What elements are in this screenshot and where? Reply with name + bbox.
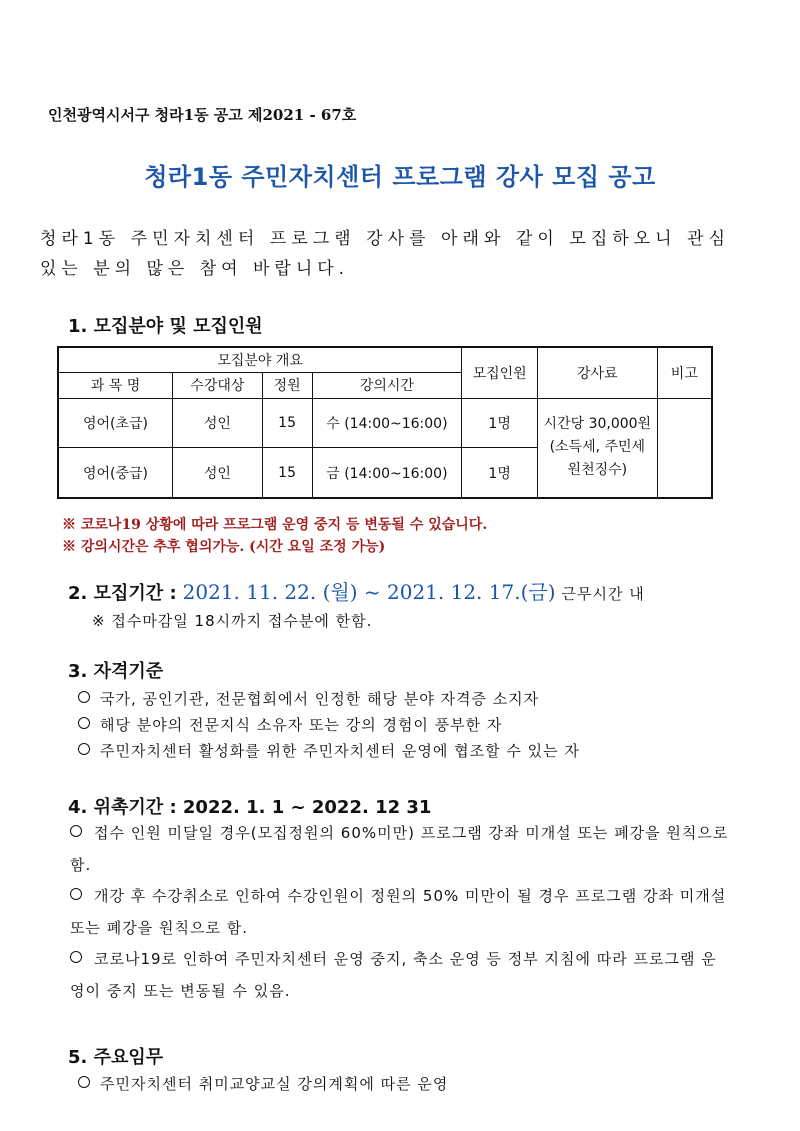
remarks-cell [657, 398, 712, 498]
list-item [70, 943, 730, 1007]
list-item [70, 880, 730, 944]
fee-line: 시간당 30,000원 [543, 416, 652, 433]
fee-line: 원천징수) [567, 462, 628, 479]
list-item [78, 714, 502, 735]
schedule-note: ※ 강의시간은 추후 협의가능. (시간 요일 조정 가능) [62, 539, 386, 555]
page-title: 청라1동 주민자치센터 프로그램 강사 모집 공고 [144, 163, 656, 191]
circle-bullet-icon [78, 717, 90, 729]
section3-heading: 3. 자격기준 [68, 661, 164, 682]
circle-bullet-icon [70, 951, 82, 963]
header-count: 모집인원 [462, 347, 538, 398]
period-dates: 2021. 11. 22. (월) ~ 2021. 12. 17.(금) [182, 580, 556, 604]
notice-number: 인천광역시서구 청라1동 공고 제2021 - 67호 [48, 106, 357, 124]
list-item-text: 주민자치센터 취미교양교실 강의계획에 따른 운영 [100, 1075, 449, 1093]
list-item [78, 740, 580, 761]
circle-bullet-icon [78, 1076, 90, 1088]
row-target: 성인 [173, 448, 263, 498]
fee-line: (소득세, 주민세 [549, 439, 646, 456]
row-course: 영어(중급) [58, 448, 173, 498]
list-item-text: 개강 후 수강취소로 인하여 수강인원이 정원의 50% 미만이 될 경우 프로그램 강좌 미개설 또는 폐강을 원칙으로 함. [70, 887, 727, 937]
period-suffix: 근무시간 내 [561, 585, 645, 603]
list-item-text: 국가, 공인기관, 전문협회에서 인정한 해당 분야 자격증 소지자 [100, 690, 540, 708]
row-time: 금 (14:00~16:00) [312, 448, 462, 498]
list-item [70, 817, 730, 881]
fee-cell [538, 398, 658, 498]
header-course: 과 목 명 [58, 373, 173, 399]
intro-paragraph: 청라1동 주민자치센터 프로그램 강사를 아래와 같이 모집하오니 관심 있는 분의 많은 참여 바랍니다. [40, 229, 730, 279]
list-item [78, 1073, 448, 1094]
section2-heading: 2. 모집기간 : [68, 583, 177, 604]
row-time: 수 (14:00~16:00) [312, 398, 462, 448]
list-item-text: 주민자치센터 활성화를 위한 주민자치센터 운영에 협조할 수 있는 자 [100, 742, 580, 760]
list-item-text: 해당 분야의 전문지식 소유자 또는 강의 경험이 풍부한 자 [100, 716, 503, 734]
covid-warning-note: ※ 코로나19 상황에 따라 프로그램 운영 중지 등 변동될 수 있습니다. [62, 517, 488, 533]
circle-bullet-icon [78, 743, 90, 755]
section4-heading: 4. 위촉기간 : 2022. 1. 1 ~ 2022. 12 31 [68, 797, 432, 818]
circle-bullet-icon [70, 888, 82, 900]
circle-bullet-icon [78, 691, 90, 703]
recruitment-period [68, 576, 645, 605]
list-item-text: 코로나19로 인하여 주민자치센터 운영 중지, 축소 운영 등 정부 지침에 따라 프로그램 운영이 중지 또는 변동될 수 있음. [70, 950, 717, 1000]
row-target: 성인 [173, 398, 263, 448]
list-item-text: 접수 인원 미달일 경우(모집정원의 60%미만) 프로그램 강좌 미개설 또는 폐강을 원칙으로 함. [70, 824, 729, 874]
header-capacity: 정원 [262, 373, 312, 399]
list-item [78, 688, 539, 709]
header-remarks: 비고 [657, 347, 712, 398]
header-time: 강의시간 [312, 373, 462, 399]
row-count: 1명 [462, 398, 538, 448]
section1-heading: 1. 모집분야 및 모집인원 [68, 316, 263, 337]
header-target: 수강대상 [173, 373, 263, 399]
recruitment-table [57, 346, 713, 499]
header-fee: 강사료 [538, 347, 658, 398]
row-capacity: 15 [262, 448, 312, 498]
row-capacity: 15 [262, 398, 312, 448]
row-course: 영어(초급) [58, 398, 173, 448]
table-row [58, 398, 712, 448]
row-count: 1명 [462, 448, 538, 498]
deadline-note: ※ 접수마감일 18시까지 접수분에 한함. [92, 612, 373, 630]
table-group-header: 모집분야 개요 [58, 347, 462, 373]
section5-heading: 5. 주요임무 [68, 1047, 164, 1068]
circle-bullet-icon [70, 825, 82, 837]
